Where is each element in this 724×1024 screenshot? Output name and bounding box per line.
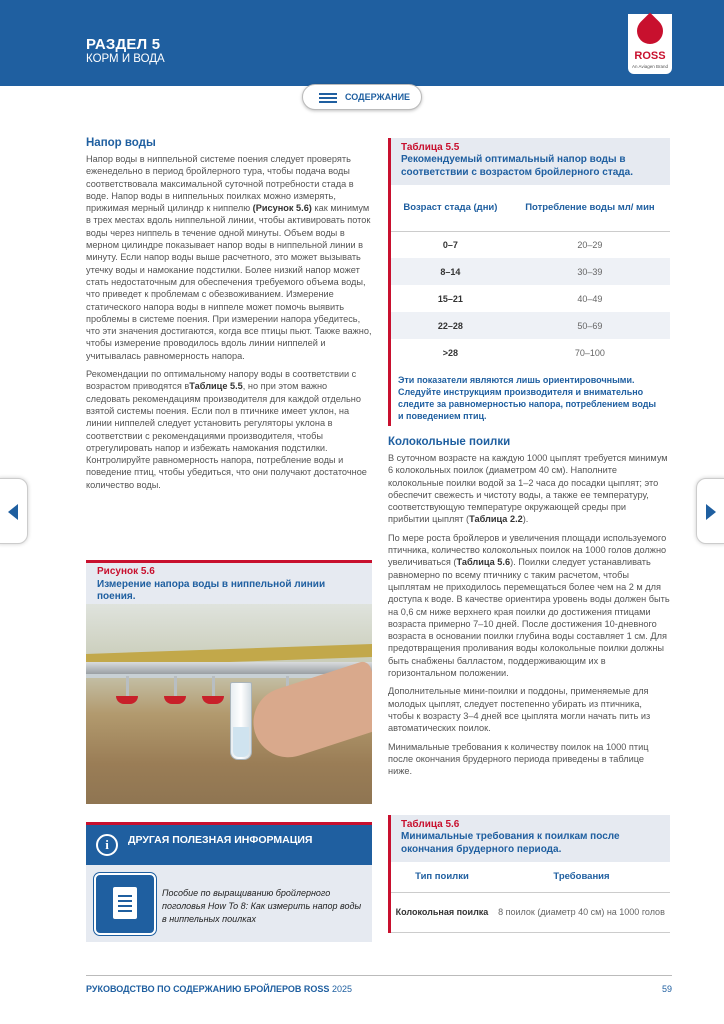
section-subtitle: КОРМ И ВОДА — [86, 53, 165, 65]
useful-info-box — [86, 822, 372, 942]
document-icon[interactable] — [94, 873, 156, 935]
table-ref[interactable]: Таблице 5.5 — [189, 381, 243, 392]
table-cell: 0–7 — [442, 239, 458, 250]
contents-label: СОДЕРЖАНИЕ — [345, 92, 411, 102]
info-heading: ДРУГАЯ ПОЛЕЗНАЯ ИНФОРМАЦИЯ — [128, 834, 313, 846]
page-number: 59 — [661, 984, 672, 994]
table-number: Таблица 5.6 — [401, 819, 460, 830]
bell-drinkers-text: В суточном возрасте на каждую 1000 цыплят требуется минимум 6 колокольных поилок (диаметром 40 см). Наполните колокольные поилки водой за 1–2 часа до посадки цыплят; это обеспечит свежесть и чистоту воды, а также ее температуру, соответствующую температуре окружающей среды при прибытии цыплят (Таблица 2.2). По мере роста бройлеров и увеличения площади используемого птичника, количество колокольных поилок на 1000 голов должно увеличиваться (Таблица 5.6). Поилки следует устанавливать равномерно по всему птичнику с таким расчетом, чтобы цыплятам не приходилось перемещаться более чем на 2 м для доступа к воде. В качестве ориентира уровень воды должен быть на 0,6 см ниже верхнего края поилки до достижения птицами возраста примерно 7–10 дней. После достижения 10-дневного возраста в основании поилки глубина воды составляет 1 см. Для предотвращения проливания воды колокольные поилки должны быть снабжены балластом, поддерживающим их в горизонтальном положении. Дополнительные мини-поилки и поддоны, применяемые для молодых цыплят, следует постепенно убирать из птичника, чтобы к возрасту 3–4 дней все цыплята могли начать пить из автоматических поилок. Минимальные требования к количеству поилок на 1000 птиц после окончания брудерного периода приведены в таблице ниже. — [388, 453, 670, 777]
figure-caption — [86, 560, 372, 604]
contents-button[interactable] — [302, 84, 422, 110]
prev-page-button[interactable] — [0, 478, 28, 544]
table-cell: >28 — [442, 347, 459, 358]
table-cell: 15–21 — [437, 293, 463, 304]
table-cell: 20–29 — [577, 239, 603, 250]
next-page-button[interactable] — [696, 478, 724, 544]
table-number: Таблица 5.5 — [401, 142, 460, 153]
table-cell: 22–28 — [391, 312, 510, 339]
footer-title: РУКОВОДСТВО ПО СОДЕРЖАНИЮ БРОЙЛЕРОВ ROSS 2025 — [86, 984, 352, 994]
water-pressure-text: Напор воды в ниппельной системе поения следует проверять еженедельно в период бройлерного тура, чтобы подача воды соответствовала максимальной суточной потребности стада в воде. Напор воды в ниппельных поилках можно измерять, прижимая мерный цилиндр к ниппелю (Рисунок 5.6) как минимум в трех местах вдоль ниппельной линии, чтобы активировать поток воды через ниппель в течение одной минуты. Объем воды в мерном цилиндре показывает напор воды в ниппельной линии в минуту. Если напор воды выше расчетного, это может вызывать утечку воды и намокание подстилки. Более низкий напор может стать недостаточным для обеспечения требуемого объема воды, что приведет к проблемам с обезвоживанием. Измерение статического напора воды в ниппеле может помочь выявить проблемы в системе поения. При измерении напора убедитесь, что эти значения достигаются, когда все птицы пьют. Также важно, чтобы измерение проводилось вдоль линии ниппелей и учитывалась равномерность напора. Рекомендации по оптимальному напору воды в соответствии с возрастом приводятся вТаблице 5.5, но при этом важно следовать рекомендациям производителя для каждой отдельно взятой системы поения. Если пол в птичнике имеет уклон, на линии ниппелей следует установить регуляторы уклона в соответствии с рекомендациями производителя, чтобы отрегулировать напор и избежать намокания подстилки. Контролируйте равномерность напора, потребление воды и поведение птиц, чтобы убедиться, что они получают достаточное количество воды. — [86, 154, 372, 490]
table-ref[interactable]: Таблица 5.6 — [456, 557, 511, 568]
how-to-link[interactable]: Пособие по выращиванию бройлерного поголовья How To 8: Как измерить напор воды в ниппельных поилках — [162, 888, 362, 924]
menu-icon — [319, 93, 337, 103]
figure-photo — [86, 604, 372, 804]
table-cell: 40–49 — [577, 293, 603, 304]
logo-text: ROSS — [634, 50, 666, 62]
table-cell: 50–69 — [510, 312, 670, 339]
table-cell: 70–100 — [574, 347, 605, 358]
figure-title: Измерение напора воды в ниппельной линии поения. — [97, 579, 326, 602]
info-icon: i — [96, 834, 118, 856]
arrow-left-icon — [8, 504, 18, 520]
col-header: Тип поилки — [391, 862, 493, 892]
page-footer — [86, 975, 672, 994]
table-cell: 8–14 — [391, 258, 510, 285]
col-header: Потребление воды мл/ мин — [510, 185, 670, 231]
bell-drinkers-heading: Колокольные поилки — [388, 436, 511, 448]
water-pressure-heading: Напор воды — [86, 137, 156, 149]
table-title: Минимальные требования к поилкам после окончания брудерного периода. — [401, 831, 620, 855]
arrow-right-icon — [706, 504, 716, 520]
table-cell: 8 поилок (диаметр 40 см) на 1000 голов — [493, 892, 670, 932]
table-note: Эти показатели являются лишь ориентировочными. Следуйте инструкциям производителя и внимательно следите за равномерностью напора, потреблением воды и поведением птиц. — [398, 375, 657, 421]
col-header: Требования — [493, 862, 670, 892]
table-5-6 — [388, 815, 670, 933]
table-cell: Колокольная поилка — [391, 892, 493, 932]
section-title: РАЗДЕЛ 5 — [86, 36, 161, 53]
table-ref[interactable]: Таблица 2.2 — [469, 514, 523, 525]
logo-subtext: An Aviagen Brand — [632, 64, 668, 69]
page-header — [0, 0, 724, 86]
table-title: Рекомендуемый оптимальный напор воды в соответствии с возрастом бройлерного стада. — [401, 154, 633, 178]
figure-number: Рисунок 5.6 — [97, 566, 155, 577]
table-cell: 30–39 — [510, 258, 670, 285]
figure-ref[interactable]: (Рисунок 5.6) — [252, 203, 312, 214]
ross-logo[interactable] — [628, 14, 672, 74]
col-header: Возраст стада (дни) — [391, 185, 510, 231]
drop-icon — [632, 13, 669, 50]
